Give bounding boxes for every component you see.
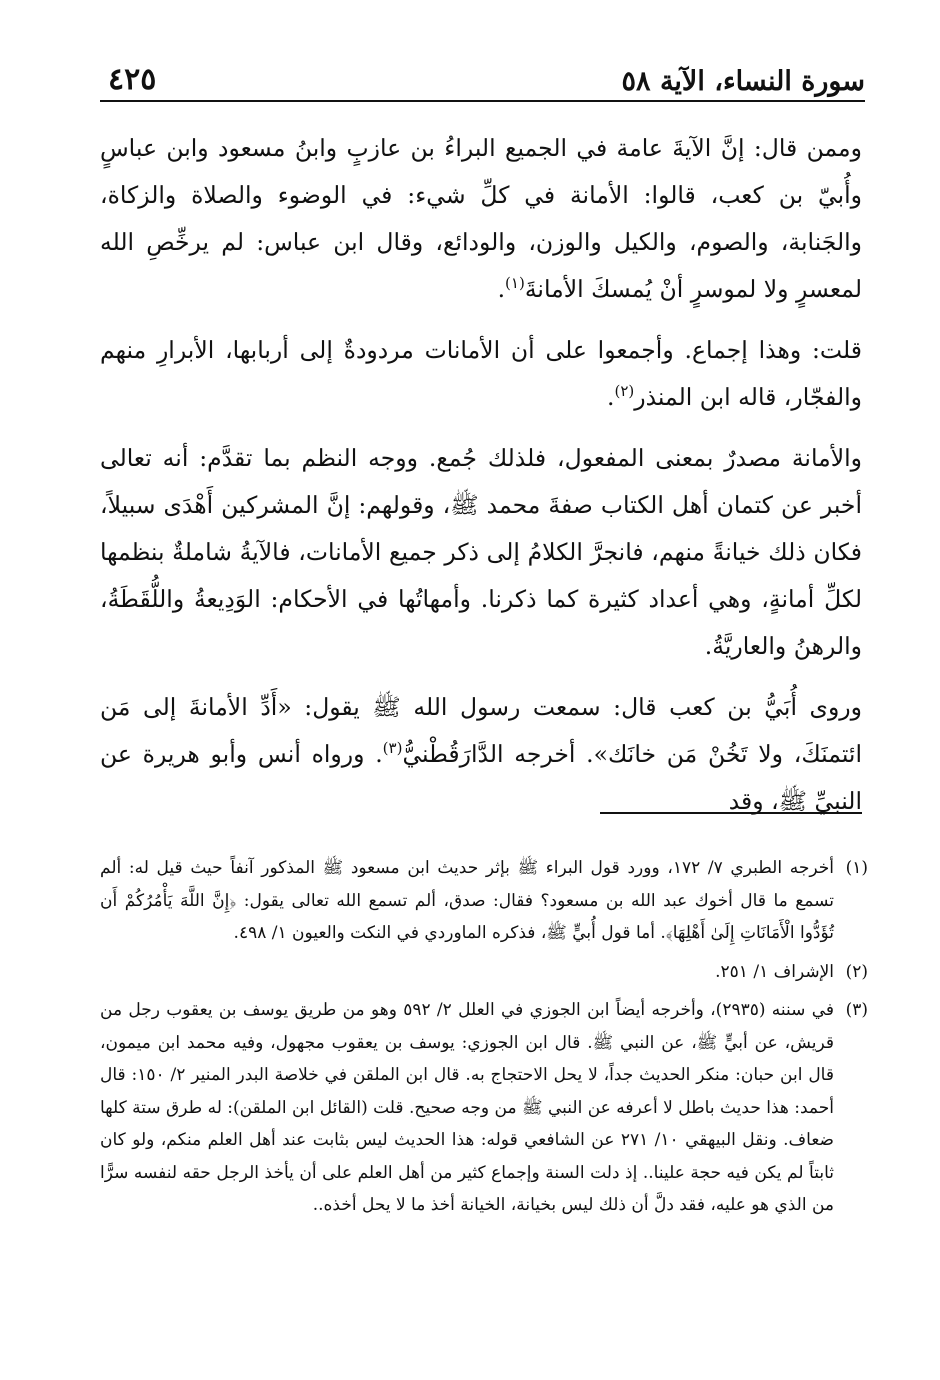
footnote-number: (٣) (845, 1000, 868, 1020)
footnote-number: (٢) (845, 961, 868, 982)
footnote-ref[interactable]: (١) (505, 274, 525, 293)
paragraph-text: قلت: وهذا إجماع. وأجمعوا على أن الأمانات مردودةٌ إلى أربابها، الأبرارِ منهم والفجّار، قاله ابن المنذر (100, 336, 862, 411)
paragraph-tail: . (606, 383, 615, 411)
main-text (100, 125, 862, 825)
page-header (100, 60, 865, 100)
paragraph-text: والأمانة مصدرٌ بمعنى المفعول، فلذلك جُمع. ووجه النظم بما تقدَّم: أنه تعالى أخبر عن كتمان أهل الكتاب صفةَ محمد ﷺ، وقولهم: إنَّ المشركين أَهْدَى سبيلاً، فكان ذلك خيانةً منهم، فانجرَّ الكلامُ إلى ذكر جميع الأمانات، فالآيةُ شاملةٌ بنظمها لكلِّ أمانةٍ، وهي أعداد كثيرة كما ذكرنا. وأمهاتُها في الأحكام: الوَدِيعةُ واللُّقَطَةُ، والرهنُ والعاريَّةُ. (100, 444, 862, 660)
footnote-text: في سننه (٢٩٣٥)، وأخرجه أيضاً ابن الجوزي في العلل ٢/ ٥٩٢ وهو من طريق يوسف بن يعقوب رجل من قريش، عن أبيٍّ ﷺ، عن النبي ﷺ. قال ابن الجوزي: يوسف بن يعقوب مجهول، وفيه محمد ابن ميمون، قال ابن حبان: منكر الحديث جداً، لا يحل الاحتجاج به. قال ابن الملقن في خلاصة البدر المنير ٢/ ١٥٠: قال أحمد: هذا حديث باطل لا أعرفه عن النبي ﷺ من وجه صحيح. قلت (القائل ابن الملقن): له طرق ستة كلها ضعاف. ونقل البيهقي ١٠/ ٢٧١ عن الشافعي قوله: هذا الحديث ليس بثابت عند أهل العلم منكم، ولو كان ثابتاً لم يكن فيه حجة علينا.. إذ دلت السنة وإجماع كثير من أهل العلم على أن يأخذ الرجل حقه لنفسه سرًّا من الذي هو عليه، فقد دلَّ أن ذلك ليس بخيانة، الخيانة أخذ ما لا يحل أخذه.. (100, 1000, 834, 1215)
paragraph (100, 327, 862, 421)
footnote-ref[interactable]: (٣) (382, 739, 403, 758)
footnote-number: (١) (845, 858, 868, 878)
paragraph-tail: . ورواه أنس وأبو هريرة عن النبيِّ ﷺ، وقد (100, 740, 862, 815)
paragraph-tail: . (497, 275, 506, 303)
header-rule (100, 100, 865, 102)
footnote (100, 956, 868, 989)
page-number: ٤٢٥ (108, 62, 157, 97)
paragraph-text: وممن قال: إنَّ الآيةَ عامة في الجميع البراءُ بن عازبٍ وابنُ مسعود وابن عباسٍ وأُبيّ بن كعب، قالوا: الأمانة في كلِّ شيء: في الوضوء والصلاة والزكاة، والجَنابة، والصوم، والكيل والوزن، والودائع، وقال ابن عباس: لم يرخِّصِ الله لمعسرٍ ولا لموسرٍ أنْ يُمسكَ الأمانةَ (100, 134, 862, 303)
footnotes (100, 852, 868, 1222)
footnote (100, 994, 868, 1222)
running-title: سورة النساء، الآية ٥٨ (621, 66, 865, 97)
footnote-text: الإشراف ١/ ٢٥١. (715, 961, 834, 982)
footnote-ref[interactable]: (٢) (614, 382, 635, 401)
paragraph (100, 435, 862, 670)
paragraph (100, 125, 862, 313)
footnote-text: أخرجه الطبري ٧/ ١٧٢، وورد قول البراء ﷺ بإثر حديث ابن مسعود ﷺ المذكور آنفاً حيث قيل له: ألم تسمع ما قال أخوك عبد الله بن مسعود؟ فقال: صدق، ألم تسمع الله تعالى يقول: ﴿إِنَّ اللَّهَ يَأْمُرُكُمْ أَن تُؤَدُّوا الْأَمَانَاتِ إِلَىٰ أَهْلِهَا﴾. أما قول أُبيٍّ ﷺ، فذكره الماوردي في النكت والعيون ١/ ٤٩٨. (100, 858, 834, 943)
footnote-separator (600, 812, 862, 814)
paragraph (100, 684, 862, 825)
footnote (100, 852, 868, 950)
paragraph-text: وروى أُبَيُّ بن كعب قال: سمعت رسول الله ﷺ يقول: «أَدِّ الأمانةَ إلى مَن ائتمنَكَ، ولا تَخُنْ مَن خانَك». أخرجه الدَّارَقُطْنيُّ (100, 693, 862, 768)
